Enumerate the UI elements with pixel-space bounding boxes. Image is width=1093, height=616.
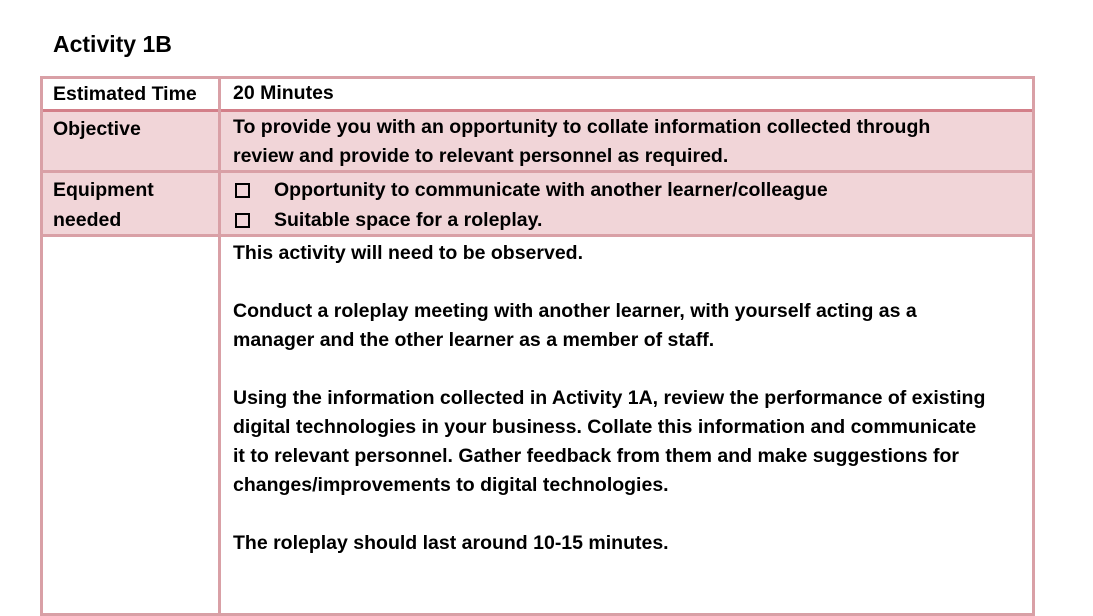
equipment-list (233, 175, 992, 235)
instructions-cell (233, 239, 992, 587)
column-divider (218, 79, 221, 613)
estimated-time-value: 20 Minutes (233, 82, 334, 104)
equipment-item (233, 205, 992, 235)
instruction-paragraph: Using the information collected in Activity 1A, review the performance of existing digital technologies in your business. Collate this information and communicate it to relevant personnel. Gather feedback from them and make suggestions for changes/improvements to digital technologies. (233, 387, 986, 496)
instruction-paragraph: Conduct a roleplay meeting with another learner, with yourself acting as a manager and the other learner as a member of staff. (233, 300, 917, 351)
instruction-paragraph: The roleplay should last around 10-15 minutes. (233, 532, 669, 554)
row-estimated-time (43, 79, 1032, 112)
equipment-item-text: Opportunity to communicate with another learner/colleague (274, 178, 828, 201)
row-equipment (43, 173, 1032, 237)
instruction-paragraph: This activity will need to be observed. (233, 242, 584, 264)
activity-table (40, 76, 1035, 616)
equipment-item (233, 175, 992, 205)
equipment-label: Equipment needed (53, 179, 154, 231)
checkbox-icon (235, 183, 250, 198)
equipment-item-text: Suitable space for a roleplay. (274, 208, 543, 231)
estimated-time-label: Estimated Time (53, 83, 197, 105)
objective-value: To provide you with an opportunity to collate information collected through review and provide to relevant personnel as required. (233, 116, 931, 167)
activity-title: Activity 1B (53, 31, 172, 57)
row-objective (43, 112, 1032, 173)
checkbox-icon (235, 213, 250, 228)
objective-label: Objective (53, 118, 141, 140)
